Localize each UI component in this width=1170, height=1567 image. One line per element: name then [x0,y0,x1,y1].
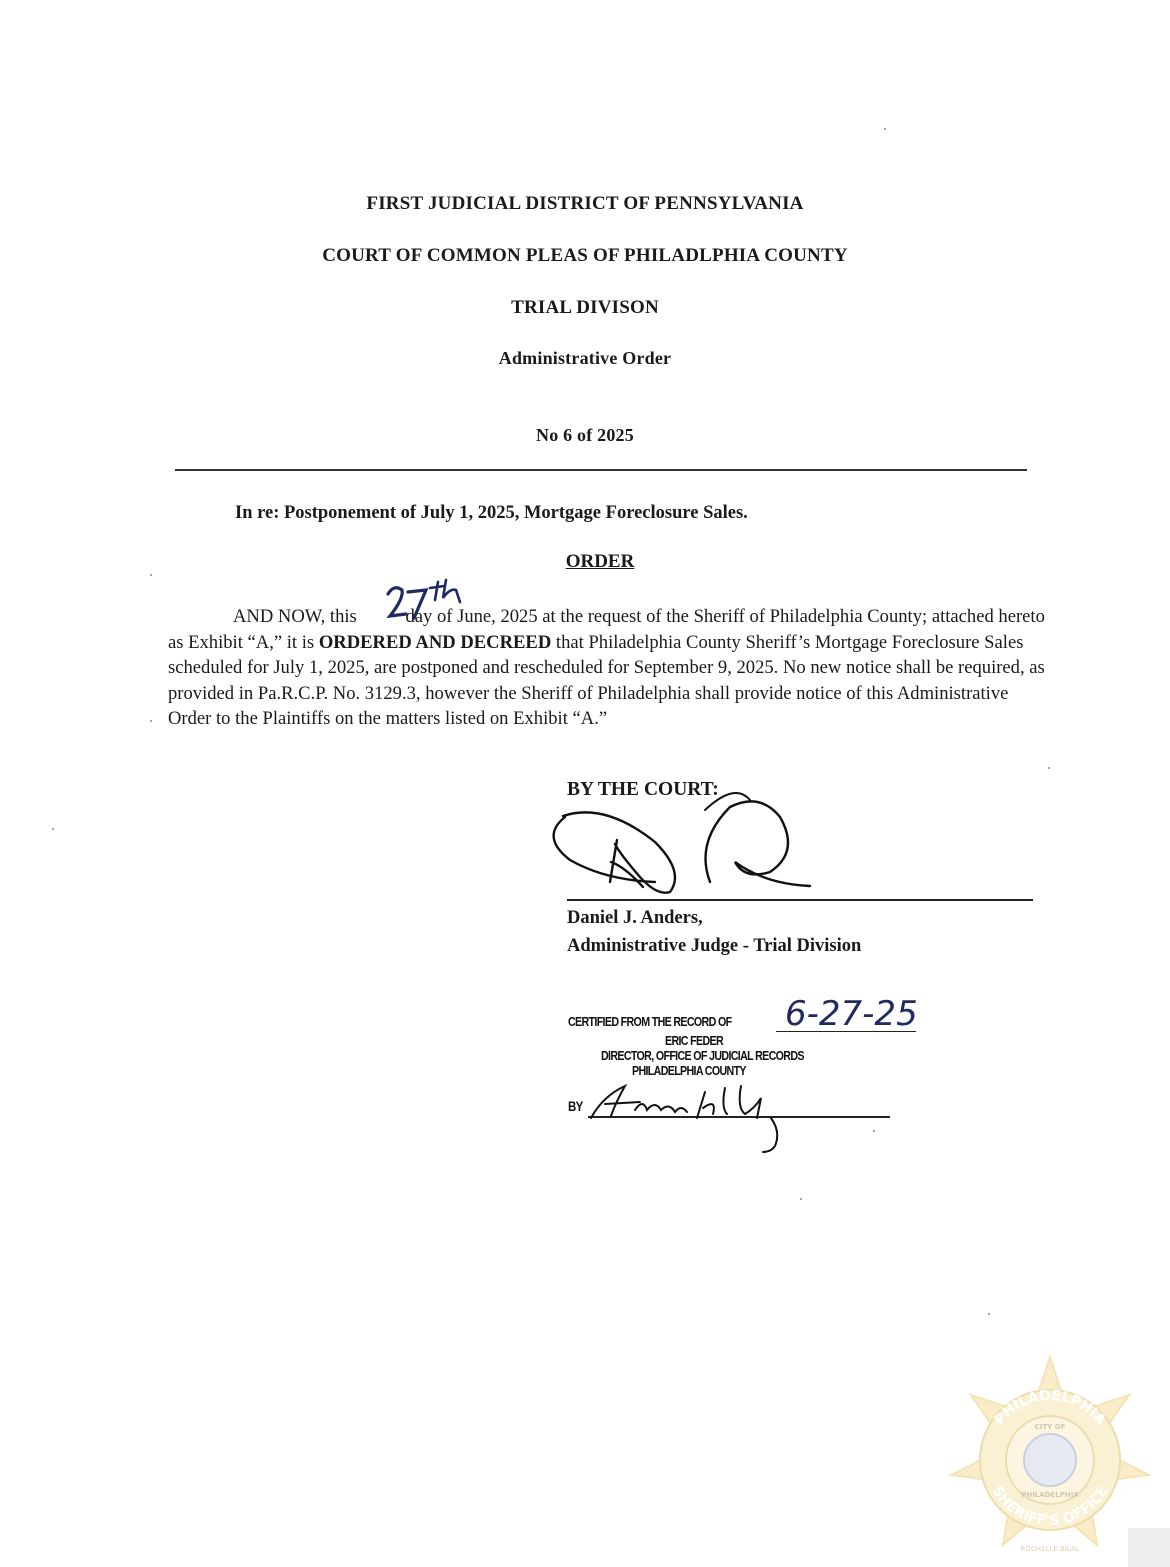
order-title: ORDER [565,551,635,572]
scan-speck [873,1130,875,1132]
order-body-paragraph [168,604,1048,732]
ordered-decreed: ORDERED AND DECREED [318,631,552,653]
county-label: PHILADELPHIA COUNTY [632,1063,746,1078]
by-label: BY [568,1098,583,1114]
division-heading: TRIAL DIVISON [511,297,659,318]
certified-handwritten-date: 6-27-25 [785,994,918,1034]
svg-text:CITY OF: CITY OF [1034,1423,1066,1431]
document-type-heading: Administrative Order [498,348,672,368]
scan-corner-shade [1128,1528,1170,1567]
body-date-text: day of June, 2025 at the request of the Sheriff of Philadelphia County; attached hereto as Exhibit “A,” it is [168,606,1045,653]
scan-speck [988,1313,990,1315]
judge-title: Administrative Judge - Trial Division [567,936,862,956]
scan-speck [150,574,152,576]
director-title: DIRECTOR, OFFICE OF JUDICIAL RECORDS [601,1048,804,1063]
certified-label: CERTIFIED FROM THE RECORD OF [568,1014,732,1029]
svg-text:PHILADELPHIA: PHILADELPHIA [1021,1491,1079,1499]
body-intro: AND NOW, this [233,606,357,627]
signature-line [567,899,1033,901]
judge-name: Daniel J. Anders, [567,908,703,928]
judge-block [567,904,861,960]
clerk-signature-icon [585,1068,795,1158]
sheriff-seal-icon [945,1355,1155,1565]
svg-text:SHERIFF'S OFFICE: SHERIFF'S OFFICE [988,1483,1112,1530]
svg-text:ROCHELLE BILAL: ROCHELLE BILAL [1020,1545,1080,1553]
header-divider [175,469,1027,471]
handwritten-day [380,578,480,628]
by-the-court-label: BY THE COURT: [567,779,719,800]
re-line: In re: Postponement of July 1, 2025, Mortgage Foreclosure Sales. [235,503,748,523]
court-name-heading: COURT OF COMMON PLEAS OF PHILADLPHIA COUNTY [322,245,848,266]
court-district-heading: FIRST JUDICIAL DISTRICT OF PENNSYLVANIA [366,193,804,214]
scan-speck [1048,767,1050,769]
director-name: ERIC FEDER [665,1033,724,1048]
scan-speck [884,128,886,130]
judge-signature-icon [545,782,825,902]
scan-speck [800,1198,802,1200]
order-number: No 6 of 2025 [536,425,634,445]
scan-speck [52,828,54,830]
scan-speck [150,720,152,722]
body-rest: that Philadelphia County Sheriff’s Mortgage Foreclosure Sales scheduled for July 1, 2025, are postponed and rescheduled for September 9, 2025. No new notice shall be required, as provided in Pa.R.C.P. No. 3129.3, however the Sheriff of Philadelphia shall provide notice of this Administrative Order to the Plaintiffs on the matters listed on Exhibit “A.” [168,631,1045,730]
svg-text:PHILADELPHIA: PHILADELPHIA [991,1387,1109,1429]
